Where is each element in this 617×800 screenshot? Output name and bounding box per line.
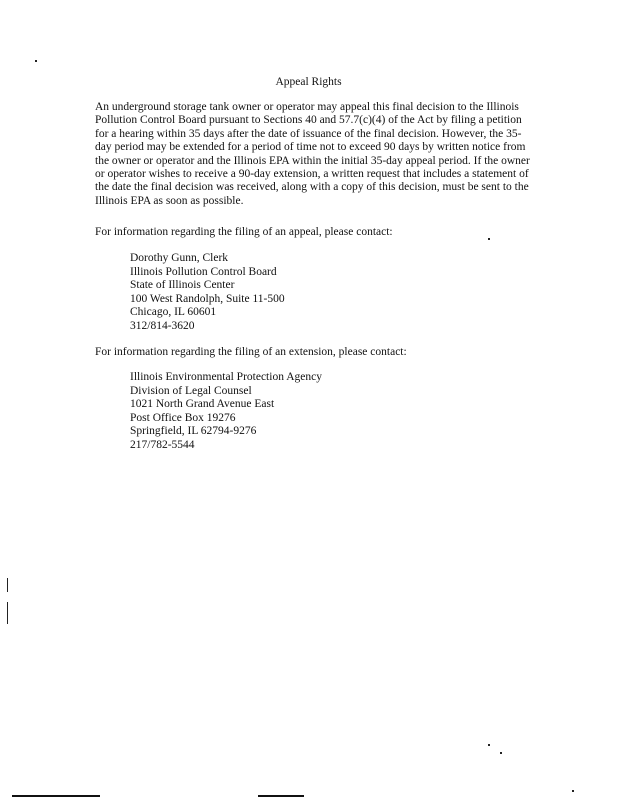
address-line: Dorothy Gunn, Clerk [130,252,229,264]
page-title: Appeal Rights [275,76,342,88]
address-line: Springfield, IL 62794-9276 [130,425,257,438]
scan-speck [572,790,574,792]
scan-speck [7,602,8,624]
extension-contact-intro: For information regarding the filing of an extension, please contact: [95,346,407,358]
address-line: 312/814-3620 [130,319,195,332]
address-line: 1021 North Grand Avenue East [130,398,275,411]
scan-speck [35,60,37,62]
address-line: Post Office Box 19276 [130,411,236,424]
address-line: Illinois Environmental Protection Agency [130,371,322,383]
appeal-contact-address [130,252,285,334]
scan-edge-line [258,795,304,797]
scan-speck [488,744,490,746]
appeal-rights-paragraph: An underground storage tank owner or operator may appeal this final decision to the Illinois Pollution Control Board pursuant to Sections 40 and 57.7(c)(4) of the Act by filing a petition for a hearing within 35 days after the date of issuance of the final decision. However, the 35-day period may be extended for a period of time not to exceed 90 days by written notice from the owner or operator and the Illinois EPA within the initial 35-day appeal period. If the owner or operator wishes to receive a 90-day extension, a written request that includes a statement of the date the final decision was received, along with a copy of this decision, must be sent to the Illinois EPA as soon as possible. [95,101,530,207]
address-line: Illinois Pollution Control Board [130,265,277,278]
address-line: Division of Legal Counsel [130,384,252,397]
address-line: 217/782-5544 [130,438,195,451]
extension-contact-address [130,371,322,453]
scan-speck [488,238,490,240]
appeal-contact-intro: For information regarding the filing of an appeal, please contact: [95,226,393,238]
address-line: Chicago, IL 60601 [130,306,217,319]
address-line: 100 West Randolph, Suite 11-500 [130,292,285,305]
scan-speck [7,578,8,592]
scan-speck [500,752,502,754]
scan-edge-line [12,795,100,797]
address-line: State of Illinois Center [130,279,235,292]
